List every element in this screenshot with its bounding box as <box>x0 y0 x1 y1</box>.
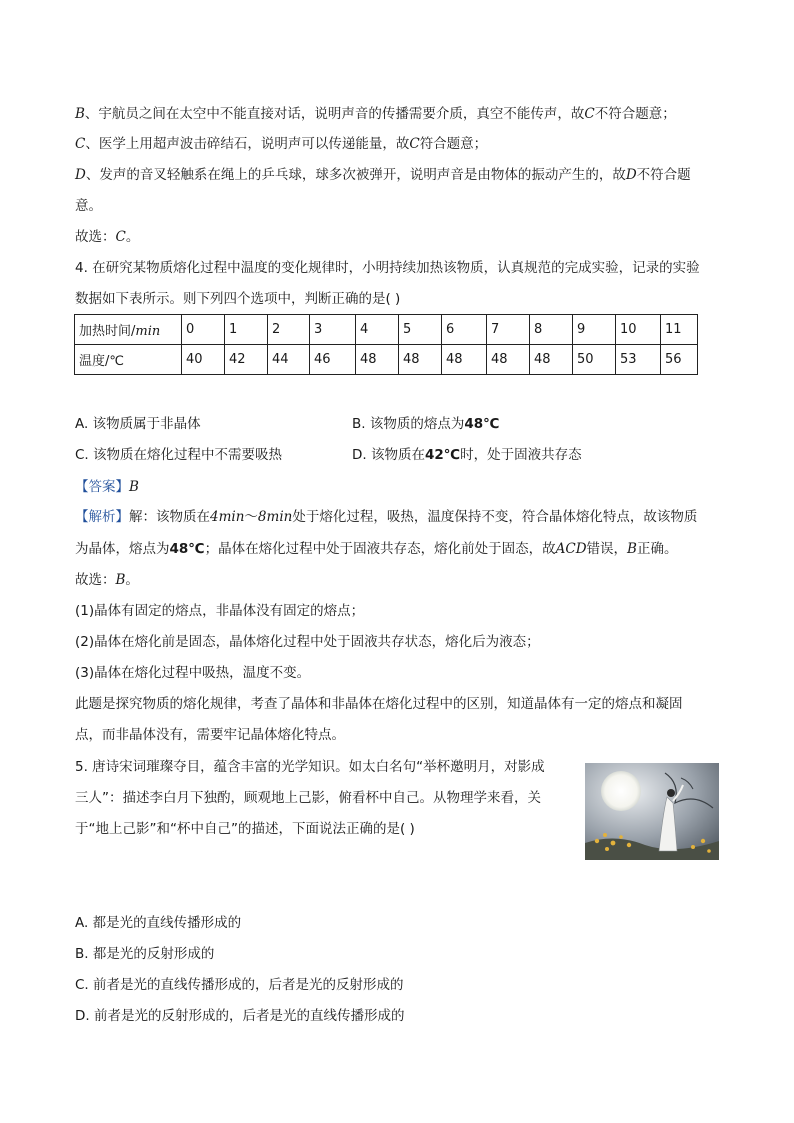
table-cell: 5 <box>399 315 442 345</box>
q5-stem-line2: 三人”：描述李白月下独酌，顾观地上己影，俯看杯中自己。从物理学来看，关 <box>75 790 541 806</box>
table-cell: 40 <box>182 345 225 375</box>
q5-option-b: B. 都是光的反射形成的 <box>75 946 215 962</box>
q5-option-a: A. 都是光的直线传播形成的 <box>75 915 242 931</box>
q4-analysis-line2: 为晶体，熔点为48℃；晶体在熔化过程中处于固液共存态，熔化前处于固态，故ACD错误，B正确。 <box>75 541 678 557</box>
table-cell: 2 <box>268 315 310 345</box>
q5-option-d: D. 前者是光的反射形成的，后者是光的直线传播形成的 <box>75 1008 405 1024</box>
q4-option-a: A. 该物质属于非晶体 <box>75 416 201 432</box>
table-row-temp <box>75 345 698 375</box>
table-cell: 48 <box>399 345 442 375</box>
table-cell: 42 <box>225 345 268 375</box>
table-cell: 0 <box>182 315 225 345</box>
q3-option-b-explanation: B、宇航员之间在太空中不能直接对话，说明声音的传播需要介质，真空不能传声，故C不符合题意； <box>75 106 676 122</box>
q5-stem-line1: 5. 唐诗宋词璀璨夺目，蕴含丰富的光学知识。如太白名句“举杯邀明月，对影成 <box>75 759 545 775</box>
q4-answer: 【答案】B <box>75 479 139 495</box>
q4-option-b: B. 该物质的熔点为48℃ <box>352 416 500 432</box>
q4-point-3: (3)晶体在熔化过程中吸热，温度不变。 <box>75 665 311 681</box>
q4-point-2: (2)晶体在熔化前是固态，晶体熔化过程中处于固液共存状态，熔化后为液态； <box>75 634 540 650</box>
q4-summary-line1: 此题是探究物质的熔化规律，考查了晶体和非晶体在熔化过程中的区别，知道晶体有一定的熔点和凝固 <box>75 696 683 712</box>
table-row-time <box>75 315 698 345</box>
table-cell: 50 <box>573 345 616 375</box>
q4-analysis-line1: 【解析】解：该物质在4min～8min处于熔化过程，吸热，温度保持不变，符合晶体熔化特点，故该物质 <box>75 509 698 525</box>
q3-option-d-explanation-cont: 意。 <box>75 198 102 214</box>
table-cell: 1 <box>225 315 268 345</box>
q4-option-c: C. 该物质在熔化过程中不需要吸热 <box>75 447 283 463</box>
q4-stem-line1: 4. 在研究某物质熔化过程中温度的变化规律时，小明持续加热该物质，认真规范的完成实验，记录的实验 <box>75 260 700 276</box>
table-cell: 11 <box>661 315 698 345</box>
table-cell: 4 <box>356 315 399 345</box>
q4-data-table <box>74 314 698 375</box>
q4-point-1: (1)晶体有固定的熔点，非晶体没有固定的熔点； <box>75 603 365 619</box>
table-cell: 48 <box>442 345 487 375</box>
table-cell: 8 <box>530 315 573 345</box>
table-header-time: 加热时间/min <box>75 315 182 345</box>
table-cell: 48 <box>487 345 530 375</box>
q4-stem-line2: 数据如下表所示。则下列四个选项中，判断正确的是( ) <box>75 291 401 307</box>
q4-summary-line2: 点，而非晶体没有，需要牢记晶体熔化特点。 <box>75 727 345 743</box>
moon-poet-illustration <box>585 763 719 860</box>
table-cell: 48 <box>356 345 399 375</box>
q3-choose: 故选：C。 <box>75 229 140 245</box>
q4-option-d: D. 该物质在42℃时，处于固液共存态 <box>352 447 582 463</box>
q5-stem-line3: 于“地上己影”和“杯中自己”的描述，下面说法正确的是( ) <box>75 821 415 837</box>
table-header-temp: 温度/℃ <box>75 345 182 375</box>
table-cell: 6 <box>442 315 487 345</box>
table-cell: 46 <box>310 345 356 375</box>
table-cell: 53 <box>616 345 661 375</box>
table-cell: 10 <box>616 315 661 345</box>
table-cell: 44 <box>268 345 310 375</box>
table-cell: 3 <box>310 315 356 345</box>
q3-option-c-explanation: C、医学上用超声波击碎结石，说明声可以传递能量，故C符合题意； <box>75 136 488 152</box>
q5-option-c: C. 前者是光的直线传播形成的，后者是光的反射形成的 <box>75 977 404 993</box>
table-cell: 7 <box>487 315 530 345</box>
table-cell: 56 <box>661 345 698 375</box>
table-cell: 48 <box>530 345 573 375</box>
table-cell: 9 <box>573 315 616 345</box>
q3-option-d-explanation: D、发声的音叉轻触系在绳上的乒乓球，球多次被弹开，说明声音是由物体的振动产生的，故D不符合题 <box>75 167 691 183</box>
q4-choose: 故选：B。 <box>75 572 139 588</box>
